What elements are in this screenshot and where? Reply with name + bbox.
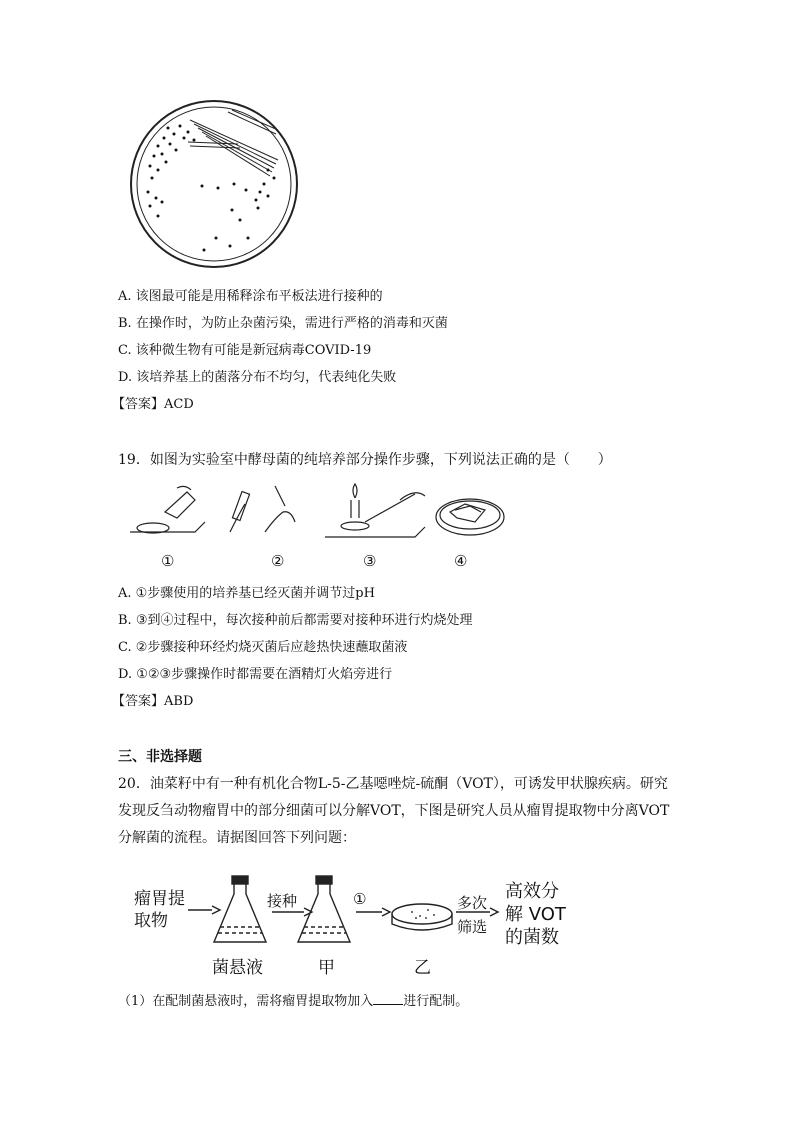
flow-arrow2-label: ① [353,890,367,908]
q20-stem-line-1: 20．油菜籽中有一种有机化合物L-5-乙基噁唑烷-硫酮（VOT），可诱发甲状腺疾病。研究 [118,776,668,792]
q18-option-a: A. 该图最可能是用稀释涂布平板法进行接种的 [118,289,383,304]
q20-stem-line-3: 分解菌的流程。请据图回答下列问题： [118,830,356,846]
q19-option-b: B. ③到④过程中，每次接种前后都需要对接种环进行灼烧处理 [118,613,473,628]
q19-option-c: C. ②步骤接种环经灼烧灭菌后应趁热快速蘸取菌液 [118,640,408,655]
flow-arrow3-label-line-2: 筛选 [457,918,488,936]
flow-result-line-3: 的菌数 [505,927,559,948]
flow-dish-label: 乙 [414,958,431,978]
q20-sub1 [118,992,468,1011]
flow-source-line-1: 瘤胃提 [134,889,185,909]
flow-arrow3-label-line-1: 多次 [457,894,488,912]
q20-sub1-after: 进行配制。 [403,994,469,1009]
q18-option-c: C. 该种微生物有可能是新冠病毒COVID-19 [118,343,372,358]
flow-flask1-label: 菌悬液 [212,958,263,978]
q19-answer: 【答案】ABD [112,694,194,709]
section-heading: 三、非选择题 [118,749,202,765]
flow-result-line-2: 解 VOT [505,904,566,925]
flow-flask2-label: 甲 [318,958,335,978]
q19-step-label-2: ② [271,552,285,570]
petri-dish-figure [128,98,300,270]
flow-result-line-1: 高效分 [505,881,559,902]
q18-answer: 【答案】ACD [112,397,194,412]
q19-step-label-1: ① [161,552,175,570]
q19-steps-figure [125,482,505,544]
q19-step-label-3: ③ [363,552,377,570]
q19-option-d: D. ①②③步骤操作时都需要在酒精灯火焰旁进行 [118,667,393,682]
q18-option-b: B. 在操作时，为防止杂菌污染，需进行严格的消毒和灭菌 [118,316,448,331]
q19-stem: 19．如图为实验室中酵母菌的纯培养部分操作步骤，下列说法正确的是（ ） [118,452,612,468]
q18-option-d: D. 该培养基上的菌落分布不均匀，代表纯化失败 [118,370,397,385]
q20-sub1-blank [373,992,403,1005]
q19-option-a: A. ①步骤使用的培养基已经灭菌并调节过pH [118,586,375,601]
q20-stem-line-2: 发现反刍动物瘤胃中的部分细菌可以分解VOT，下图是研究人员从瘤胃提取物中分离VOT [118,803,670,819]
q20-sub1-before: （1）在配制菌悬液时，需将瘤胃提取物加入 [118,994,374,1009]
flow-source-line-2: 取物 [134,911,168,931]
q19-step-label-4: ④ [454,552,468,570]
flow-arrow1-label: 接种 [267,892,298,910]
